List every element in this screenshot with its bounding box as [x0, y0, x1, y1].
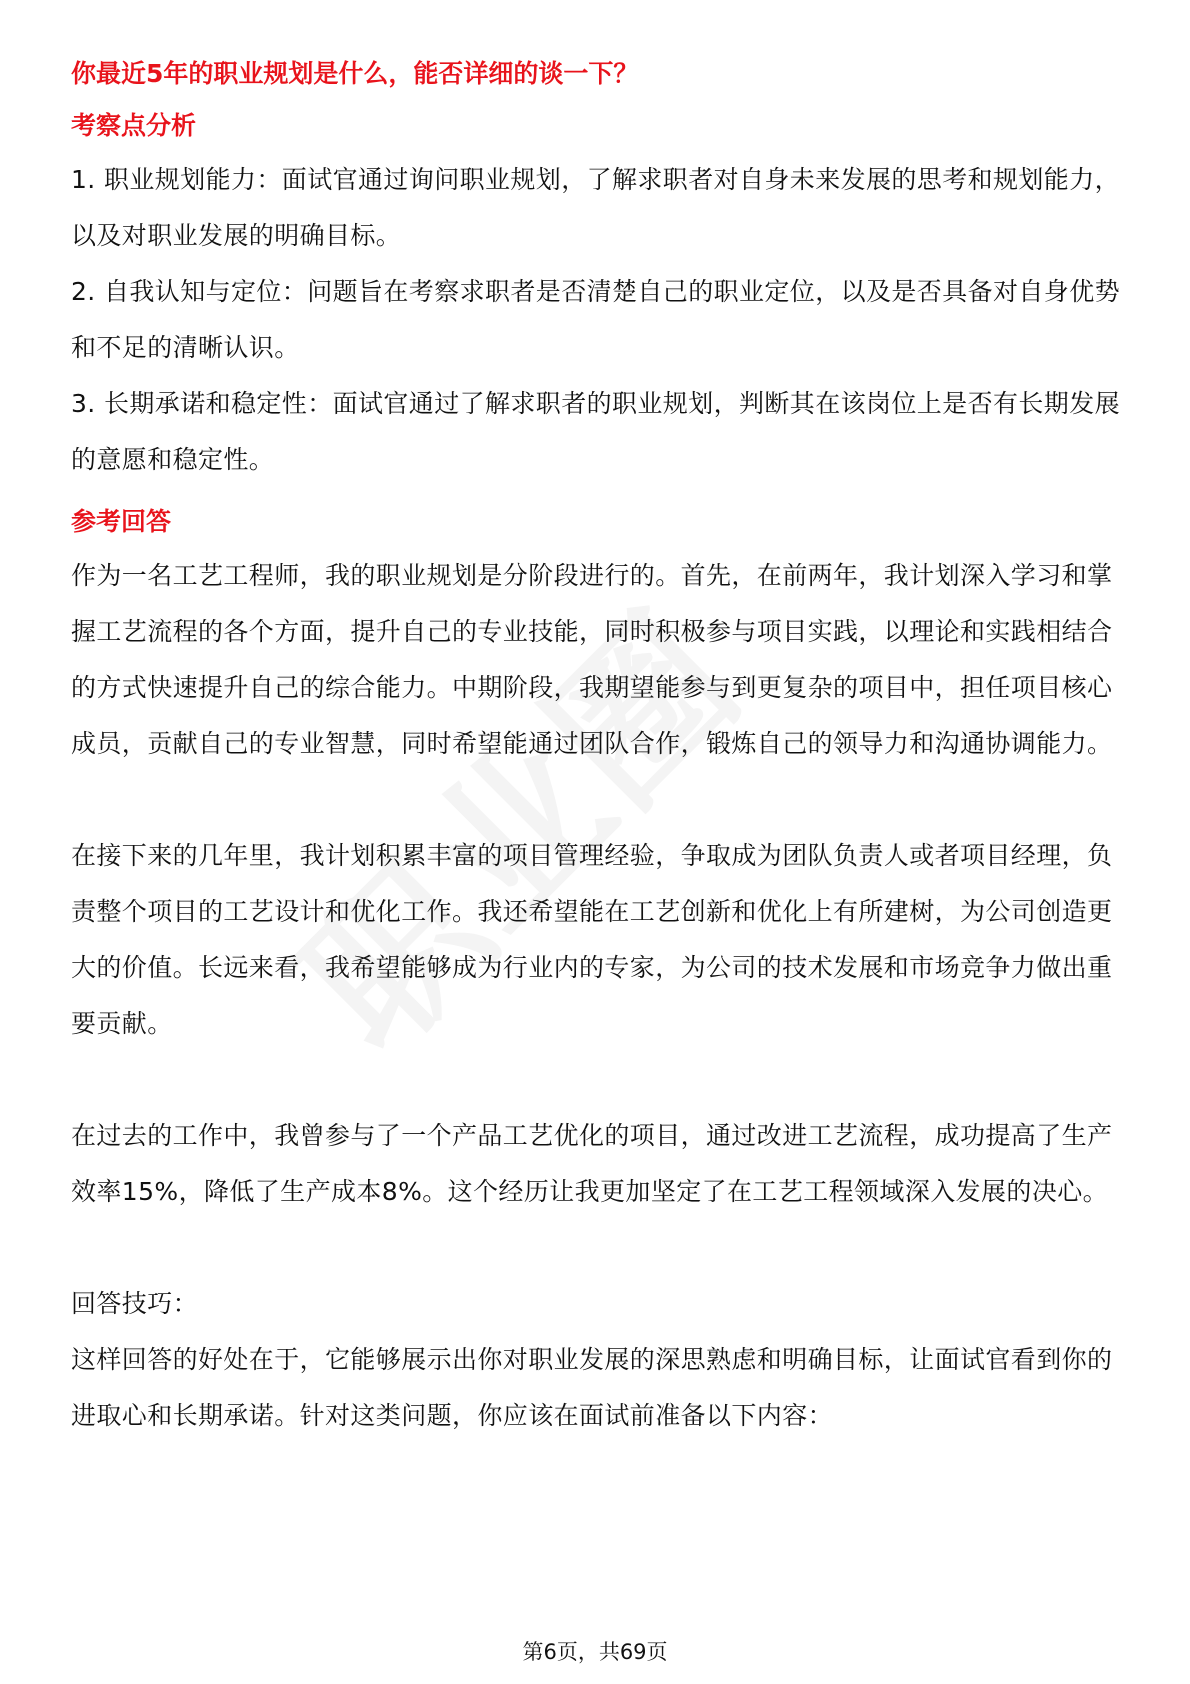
reference-paragraph-2: 在接下来的几年里，我计划积累丰富的项目管理经验，争取成为团队负责人或者项目经理，负责整个项目的工艺设计和优化工作。我还希望能在工艺创新和优化上有所建树，为公司创造更大的价值。长远来看，我希望能够成为行业内的专家，为公司的技术发展和市场竞争力做出重要贡献。 [71, 841, 1113, 1038]
reference-paragraph-1: 作为一名工艺工程师，我的职业规划是分阶段进行的。首先，在前两年，我计划深入学习和掌握工艺流程的各个方面，提升自己的专业技能，同时积极参与项目实践，以理论和实践相结合的方式快速提升自己的综合能力。中期阶段，我期望能参与到更复杂的项目中，担任项目核心成员，贡献自己的专业智慧，同时希望能通过团队合作，锻炼自己的领导力和沟通协调能力。 [71, 561, 1113, 758]
analysis-section-title: 考察点分析 [71, 111, 197, 140]
spacer [71, 1220, 1121, 1276]
spacer [71, 488, 1121, 496]
tips-text: 这样回答的好处在于，它能够展示出你对职业发展的深思熟虑和明确目标，让面试官看到你的进取心和长期承诺。针对这类问题，你应该在面试前准备以下内容： [71, 1345, 1113, 1430]
analysis-point-1: 1. 职业规划能力：面试官通过询问职业规划，了解求职者对自身未来发展的思考和规划能力，以及对职业发展的明确目标。 [71, 165, 1121, 250]
spacer [71, 772, 1121, 828]
analysis-point-2: 2. 自我认知与定位：问题旨在考察求职者是否清楚自己的职业定位，以及是否具备对自身优势和不足的清晰认识。 [71, 277, 1121, 362]
reference-section-title: 参考回答 [71, 507, 172, 536]
analysis-point-3: 3. 长期承诺和稳定性：面试官通过了解求职者的职业规划，判断其在该岗位上是否有长期发展的意愿和稳定性。 [71, 389, 1121, 474]
tips-title: 回答技巧： [71, 1289, 199, 1318]
spacer [71, 1052, 1121, 1108]
reference-paragraph-3: 在过去的工作中，我曾参与了一个产品工艺优化的项目，通过改进工艺流程，成功提高了生产效率15%，降低了生产成本8%。这个经历让我更加坚定了在工艺工程领域深入发展的决心。 [71, 1121, 1113, 1206]
page-footer: 第6页，共69页 [522, 1640, 668, 1664]
page-content [71, 48, 1121, 1444]
question-heading: 你最近5年的职业规划是什么，能否详细的谈一下？ [71, 59, 639, 88]
